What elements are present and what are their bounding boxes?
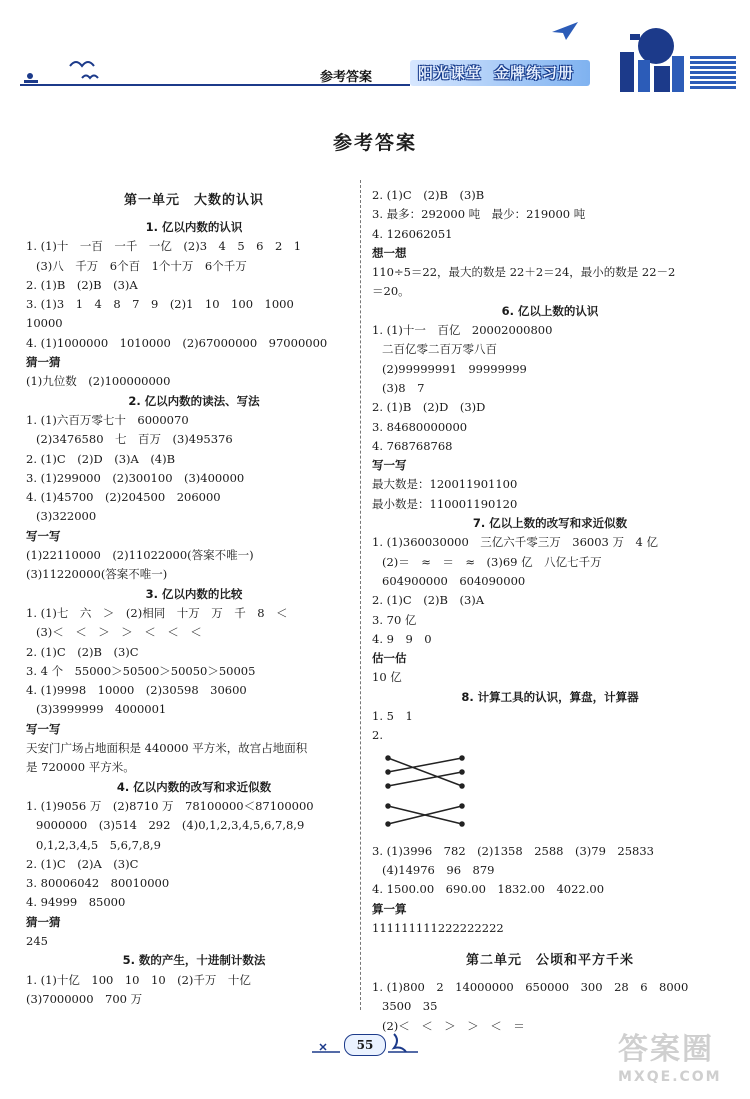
birds-icon [20, 46, 110, 86]
right-column-part-a [372, 186, 728, 746]
banner-right: 金牌练习册 [494, 64, 575, 82]
subsection-heading: 写一写 [26, 528, 61, 543]
section-heading: 5. 数的产生，十进制计数法 [122, 953, 266, 968]
answer-line: 4. 126062051 [372, 226, 453, 241]
answer-line: 2. (1)C (2)B (3)B [372, 188, 485, 202]
answer-line: 2. (1)B (2)D (3)D [372, 400, 486, 415]
watermark-top: 答案圈 [618, 1032, 714, 1067]
answer-line: 天安门广场占地面积是 440000 平方米，故宫占地面积 [26, 741, 308, 756]
answer-line: (2)3476580 七 百万 (3)495376 [36, 432, 233, 447]
header-stripes [690, 56, 736, 94]
subsection-heading: 写一写 [372, 458, 407, 473]
banner-left: 阳光课堂 [418, 64, 483, 82]
answer-line: 4. 768768768 [372, 438, 453, 453]
answer-line: 2. [372, 728, 383, 743]
left-column [26, 186, 362, 1009]
answer-line: 4. (1)9998 10000 (2)30598 30600 [26, 683, 247, 698]
answer-line: ＝20。 [372, 284, 410, 299]
answer-line: 2. (1)C (2)A (3)C [26, 856, 139, 871]
answer-line: 二百亿零二百万零八百 [382, 342, 497, 357]
answer-line: 3. 最多：292000 吨 最少：219000 吨 [372, 207, 586, 222]
answer-line: 2. (1)C (2)B (3)C [26, 644, 139, 659]
section-heading: 2. 亿以内数的读法、写法 [128, 393, 260, 408]
answer-line: 1. 5 1 [372, 709, 413, 724]
page-footer [310, 1030, 420, 1060]
answer-line: (2)＜ ＜ ＞ ＞ ＜ ＝ [382, 1018, 525, 1033]
answer-line: 245 [26, 933, 48, 948]
answer-line: 604900000 604090000 [382, 573, 526, 588]
answer-line: 1. (1)十亿 100 10 10 (2)千万 十亿 [26, 972, 251, 987]
answer-line: 10000 [26, 316, 63, 331]
answer-line: 3. (1)299000 (2)300100 (3)400000 [26, 470, 245, 485]
answer-line [372, 938, 728, 946]
city-skyline-icon [600, 22, 690, 92]
page-title: 参考答案 [332, 132, 417, 154]
answer-line: 3. (1)3 1 4 8 7 9 (2)1 10 100 1000 [26, 297, 294, 312]
answer-line: 2. (1)C (2)B (3)A [372, 593, 485, 608]
answer-line: 1. (1)800 2 14000000 650000 300 28 6 8000 [372, 980, 689, 995]
paper-plane-icon [550, 20, 580, 42]
answer-line: 111111111222222222 [372, 920, 504, 935]
answer-line: 4. (1)1000000 1010000 (2)67000000 97000000 [26, 335, 328, 350]
answer-line: 最大数是：120011901100 [372, 477, 518, 492]
answer-line: (3)11220000(答案不唯一) [26, 567, 168, 582]
answer-line: 最小数是：110001190120 [372, 496, 518, 511]
subsection-heading: 写一写 [26, 721, 61, 736]
answer-line: (3)7000000 700 万 [26, 991, 143, 1006]
section-heading: 6. 亿以上数的认识 [501, 303, 599, 318]
header-label: 参考答案 [320, 70, 373, 85]
section-heading: 7. 亿以上数的改写和求近似数 [472, 516, 628, 531]
subsection-heading: 猜一猜 [26, 355, 61, 370]
answer-line: 3. 4 个 55000＞50500＞50050＞50005 [26, 663, 256, 678]
answer-line: 4. 94999 85000 [26, 895, 126, 910]
answer-line: 4. 9 9 0 [372, 631, 432, 646]
unit-heading: 第一单元 大数的认识 [123, 193, 264, 208]
answer-line: 9000000 (3)514 292 (4)0,1,2,3,4,5,6,7,8,9 [36, 818, 305, 833]
answer-line: (3)8 7 [382, 380, 425, 395]
answer-line: (4)14976 96 879 [382, 862, 495, 877]
answer-line: 0,1,2,3,4,5 5,6,7,8,9 [36, 837, 161, 852]
answer-line: 1. (1)十 一百 一千 一亿 (2)3 4 5 6 2 1 [26, 239, 302, 254]
subsection-heading: 想一想 [372, 245, 407, 260]
subsection-heading: 算一算 [372, 901, 407, 916]
answer-line: 3. 80006042 80010000 [26, 876, 170, 891]
answer-line: 4. (1)45700 (2)204500 206000 [26, 490, 221, 505]
watermark-bottom: MXQE.COM [618, 1069, 722, 1085]
answer-line: 10 亿 [372, 670, 402, 685]
answer-line: 1. (1)十一 百亿 20002000800 [372, 323, 553, 338]
page-number: 55 [344, 1034, 386, 1056]
right-column [372, 186, 728, 1036]
answer-line: 是 720000 平方米。 [26, 760, 135, 775]
watermark [618, 1032, 738, 1092]
answer-line: (3)322000 [36, 509, 97, 524]
matching-lines-diagram [380, 748, 470, 832]
section-heading: 4. 亿以内数的改写和求近似数 [116, 779, 272, 794]
answer-line: 4. 1500.00 690.00 1832.00 4022.00 [372, 882, 605, 897]
answer-line: 1. (1)六百万零七十 6000070 [26, 412, 189, 427]
banner-text [418, 62, 574, 83]
unit-heading: 第二单元 公顷和平方千米 [465, 953, 634, 969]
answer-line: 1. (1)9056 万 (2)8710 万 78100000＜87100000 [26, 798, 314, 813]
answer-line: 2. (1)B (2)B (3)A [26, 277, 138, 292]
answer-line: 1. (1)360030000 三亿六千零三万 36003 万 4 亿 [372, 535, 658, 550]
answer-line: (3)八 千万 6个百 1个十万 6个千万 [36, 258, 247, 273]
answer-line: (1)九位数 (2)100000000 [26, 374, 171, 389]
answer-line: (1)22110000 (2)11022000(答案不唯一) [26, 548, 254, 563]
answer-line: 3500 35 [382, 999, 438, 1014]
answer-line: 3. 70 亿 [372, 612, 417, 627]
section-heading: 1. 亿以内数的认识 [145, 220, 243, 234]
answer-line: (2)＝ ≈ ＝ ≈ (3)69 亿 八亿七千万 [382, 554, 602, 569]
answer-line: (2)99999991 99999999 [382, 361, 527, 376]
section-heading: 8. 计算工具的认识，算盘，计算器 [461, 689, 639, 704]
answer-line: 2. (1)C (2)D (3)A (4)B [26, 451, 176, 466]
answer-line: 1. (1)七 六 ＞ (2)相同 十万 万 千 8 ＜ [26, 605, 288, 620]
answer-line: (3)3999999 4000001 [36, 702, 167, 717]
subsection-heading: 猜一猜 [26, 914, 61, 929]
subsection-heading: 估一估 [372, 651, 407, 666]
answer-line: 110÷5＝22，最大的数是 22＋2＝24，最小的数是 22－2 [372, 265, 676, 280]
answer-line: 3. 84680000000 [372, 419, 468, 434]
right-column-part-b [372, 842, 728, 1036]
answer-line: (3)＜ ＜ ＞ ＞ ＜ ＜ ＜ [36, 625, 202, 640]
section-heading: 3. 亿以内数的比较 [145, 586, 243, 601]
page-header [0, 0, 750, 100]
answer-line: 3. (1)3996 782 (2)1358 2588 (3)79 25833 [372, 843, 654, 858]
